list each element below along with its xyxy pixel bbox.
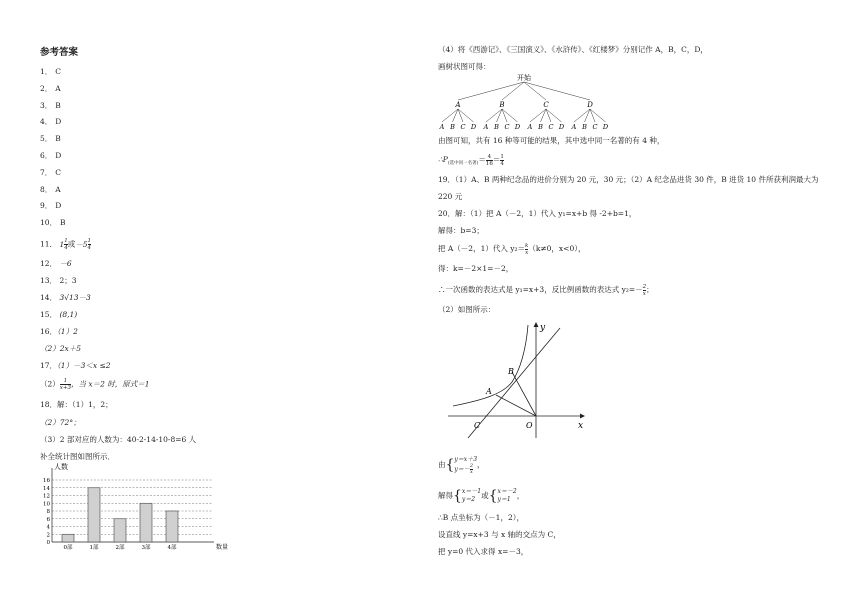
tree-node-level1: C (543, 101, 549, 109)
tree-node-level2: D (514, 123, 521, 131)
tree-node-level2: B (450, 123, 455, 131)
c-intersection-line: 设直线 y=x+3 与 x 轴的交点为 C， (438, 530, 561, 539)
answer-3: 3． B (40, 100, 61, 110)
chart-ytick: 14 (43, 485, 50, 492)
tree-node-level2: A (483, 123, 489, 131)
chart-xtick: 3部 (141, 545, 151, 551)
point-a-label: A (486, 387, 492, 396)
answer-17-part1: 17．（1）－3＜x ≤2 (40, 361, 111, 370)
chart-ytick: 6 (46, 516, 50, 523)
probability-line: $\therefore P_{(选中同一名著)}=$ $\frac{4}{16}$ ＝ $\frac{1}{4}$ (438, 153, 504, 167)
q11-mixed-a: 1 $\frac{1}{4}$ (59, 238, 68, 251)
chart-ytick: 16 (43, 478, 50, 484)
q20-line6: （2）如图所示： (438, 305, 496, 314)
answer-8: 8． A (40, 184, 61, 194)
chart-ytick: 0 (46, 540, 50, 546)
q20-line4: 得：k=－2×1=－2， (438, 264, 514, 273)
tree-node-level2: C (504, 123, 510, 131)
tree-branch (530, 109, 546, 122)
chart-ytick: 2 (46, 532, 50, 539)
tree-branch (524, 82, 590, 100)
answer-18-part3: （3）2 部对应的人数为：40-2-14-10-8=6 人 (40, 435, 197, 444)
tree-branch (442, 109, 458, 122)
tree-node-level2: A (439, 123, 445, 131)
tree-branch (502, 82, 524, 100)
answer-15: 15． (8,1) (40, 310, 78, 319)
chart-bar (88, 488, 100, 542)
tree-node-level2: B (582, 123, 587, 131)
tree-node-level1: D (587, 101, 593, 109)
tree-node-level2: D (602, 123, 609, 131)
tree-branch (574, 109, 590, 122)
tree-node-level2: C (592, 123, 598, 131)
x-solution-line: 把 y=0 代入求得 x=－3， (438, 547, 529, 556)
q20-line3: 把 A（－2，1）代入 y₂＝ $\frac{k}{x}$ （k≠0，x<0）， (438, 242, 586, 256)
q20-line1: 20．解：（1）把 A（－2，1）代入 y₁=x+b 得 -2+b=1， (438, 209, 637, 218)
answer-6: 6． D (40, 151, 62, 160)
q20-line2: 解得：b=3； (438, 226, 484, 235)
point-c-label: C (474, 421, 481, 430)
point-b-label: B (508, 367, 514, 376)
answer-11: 11． 1 $\frac{1}{4}$ 或－5 $\frac{1}{4}$ (40, 238, 91, 251)
chart-bar (166, 511, 178, 542)
answer-17-part2: （2） $\frac{1}{x+3}$ ，当 x＝2 时，原式＝1 (40, 378, 150, 391)
chart-xtick: 4部 (167, 545, 177, 551)
tree-diagram (438, 72, 638, 132)
tree-node-level1: B (499, 101, 505, 109)
chart-ylabel: 人数 (54, 463, 68, 471)
answer-12: 12． －6 (40, 259, 72, 268)
tree-node-level2: D (470, 123, 477, 131)
tree-node-level1: A (455, 101, 461, 109)
tree-branch (524, 82, 546, 100)
answer-title: 参考答案 (40, 47, 79, 58)
q18-4-text: （4）将《西游记》、《三国演义》、《水浒传》、《红楼梦》分别记作 A，B，C，D， (438, 45, 708, 54)
y-axis-arrow (534, 322, 539, 327)
tree-intro: 画树状图可得： (438, 62, 491, 71)
chart-xtick: 0部 (63, 545, 73, 551)
answer-1: 1． C (40, 67, 62, 76)
tree-node-level2: C (548, 123, 554, 131)
tree-branch (458, 82, 524, 100)
b-coordinate-line: ∴B 点坐标为（－1，2）， (438, 513, 524, 522)
tree-node-level2: A (527, 123, 533, 131)
chart-xlabel: 数量 (216, 544, 229, 551)
answer-18-part1: 18．解：（1）1，2； (40, 400, 113, 409)
answer-10: 10． B (40, 218, 66, 228)
tree-node-level2: D (558, 123, 565, 131)
answer-7: 7． C (40, 167, 62, 177)
answer-18-part3b: 补全统计图如图所示． (40, 452, 115, 461)
chart-bar (114, 519, 126, 542)
chart-ytick: 8 (46, 509, 50, 515)
chart-xtick: 1部 (89, 545, 99, 551)
system-1: 由{ y＝x＋3 y＝－ $\frac{2}{x}$ ， (438, 456, 485, 475)
function-graph (448, 320, 588, 440)
chart-bar (62, 534, 74, 542)
tree-root: 开始 (517, 74, 531, 82)
chart-bar (140, 503, 152, 542)
q11-mixed-b: －5 $\frac{1}{4}$ (75, 238, 91, 251)
answer-13: 13． 2；3 (40, 276, 77, 285)
tree-node-level2: B (538, 123, 543, 131)
bar-chart (40, 462, 240, 552)
chart-ytick: 10 (43, 501, 50, 508)
answer-4: 4． D (40, 117, 62, 127)
system-2: 解得{ x＝－1 y＝2 或{ x＝－2 y＝1 ， (438, 488, 525, 504)
answer-14: 14． 3√13－3 (40, 293, 91, 302)
answer-18-part2: （2）72°； (40, 418, 81, 427)
q19-line2: 220 元 (438, 192, 463, 201)
answer-2: 2． A (40, 83, 61, 93)
tree-node-level2: B (494, 123, 499, 131)
answer-9: 9． D (40, 201, 62, 211)
chart-ytick: 12 (43, 493, 50, 500)
tree-node-level2: C (460, 123, 466, 131)
answer-16-part1: 16．（1）2 (40, 327, 78, 336)
tree-node-level2: A (571, 123, 577, 131)
linear-function-line (468, 328, 560, 438)
chart-ytick: 4 (46, 524, 50, 531)
answer-5: 5． B (40, 134, 61, 144)
x-axis-arrow (580, 414, 585, 419)
x-axis-label: x (578, 421, 584, 431)
tree-conclusion: 由图可知，共有 16 种等可能的结果，其中选中同一名著的有 4 种， (438, 136, 665, 145)
q20-line5: ∴一次函数的表达式是 y₁=x+3，反比例函数的表达式 y₂=－ $\frac{2}{x}$ ； (438, 283, 654, 297)
answer-16-part2: （2）2x＋5 (40, 344, 82, 353)
q19-line1: 19．（1）A、B 两种纪念品的进价分别为 20 元，30 元；（2）A 纪念品进货 30 件，B 进货 10 件所获利润最大为 (438, 175, 819, 184)
chart-xtick: 2部 (115, 545, 125, 551)
y-axis-label: y (540, 323, 546, 333)
point-o-label: O (526, 421, 533, 430)
tree-branch (486, 109, 502, 122)
